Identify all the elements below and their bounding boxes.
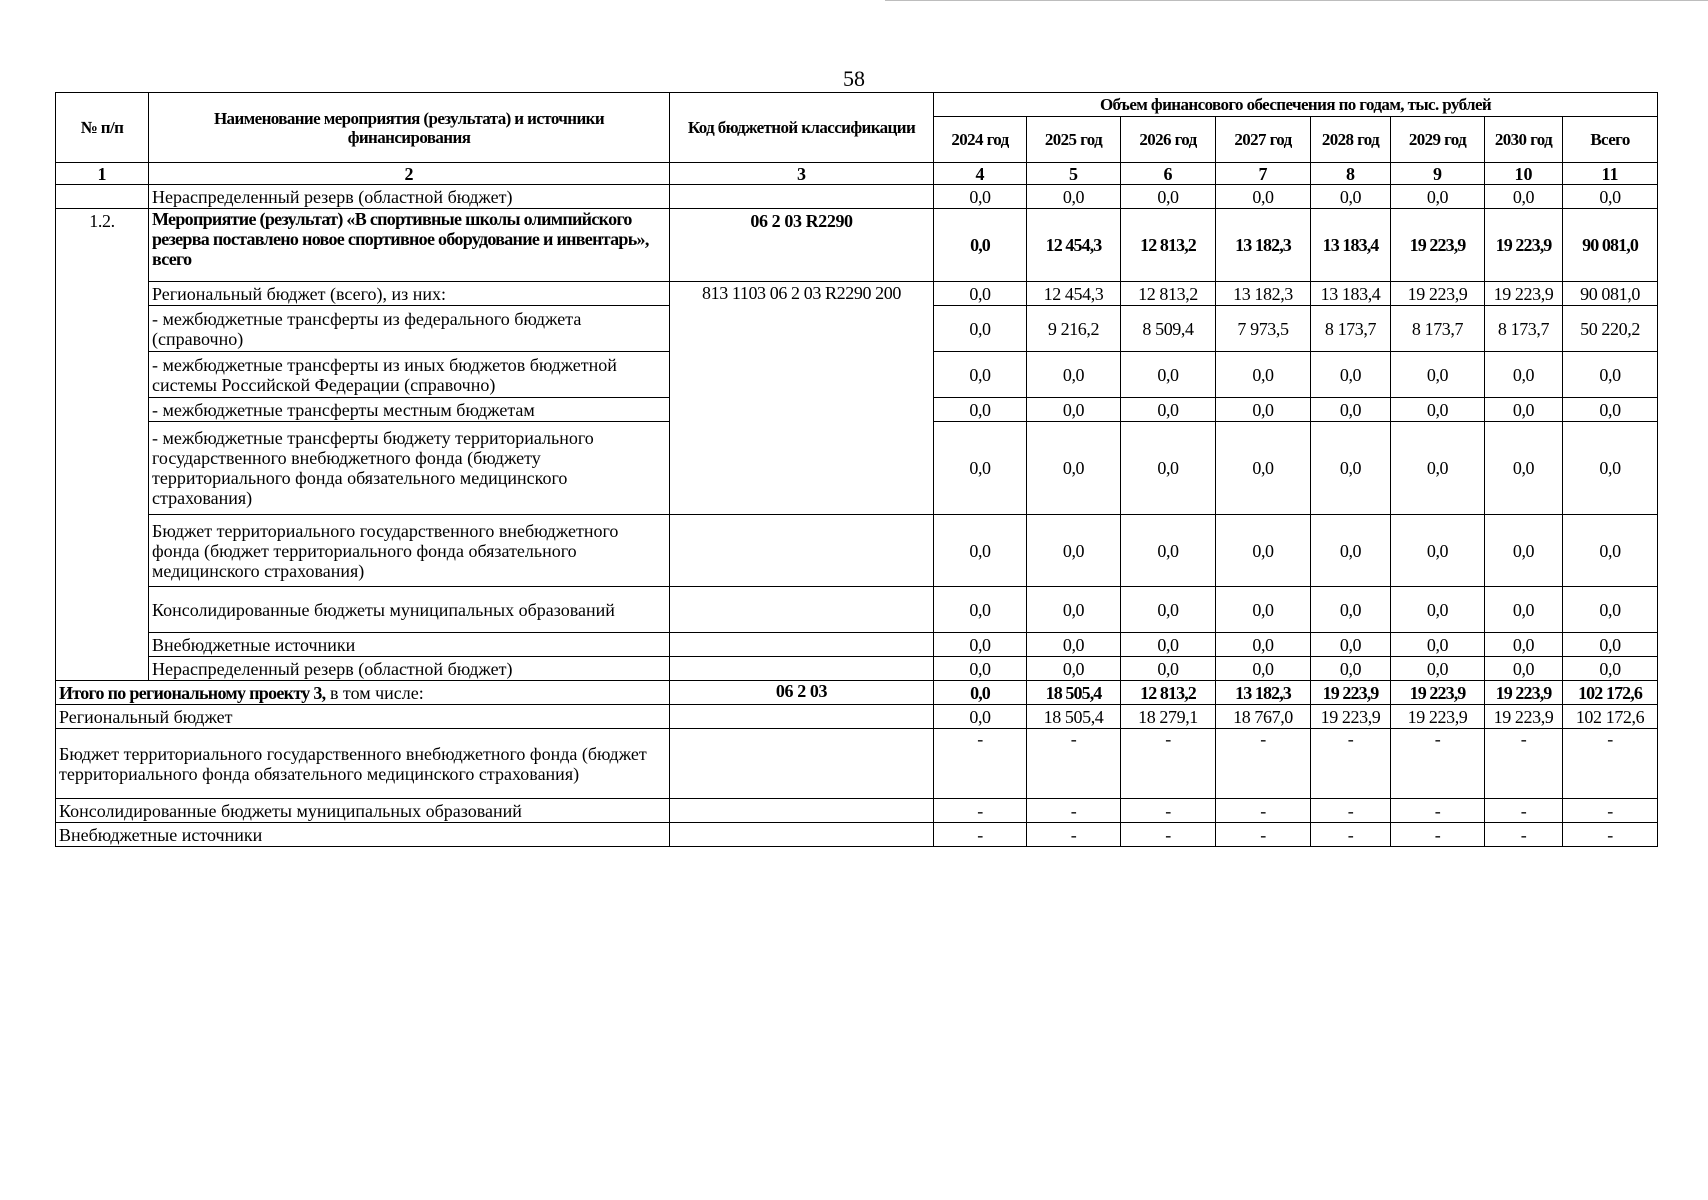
value-cell: 13 183,4: [1311, 282, 1391, 306]
value-cell: 0,0: [1311, 422, 1391, 515]
index-cell: 10: [1485, 163, 1563, 185]
value-cell: 0,0: [934, 422, 1027, 515]
value-cell: 102 172,6: [1563, 705, 1658, 729]
row-number-cell: [56, 185, 149, 209]
value-cell: 8 509,4: [1121, 306, 1216, 352]
value-cell: 18 279,1: [1121, 705, 1216, 729]
value-cell: -: [1216, 799, 1311, 823]
value-cell: 18 767,0: [1216, 705, 1311, 729]
value-cell: 0,0: [1391, 657, 1485, 681]
value-cell: 0,0: [1216, 352, 1311, 398]
value-cell: -: [1311, 799, 1391, 823]
row-name-cell: - межбюджетные трансферты бюджету территориального государственного внебюджетного фонда (бюджету территориального фонда обязательного медицинского страхования): [149, 422, 670, 515]
scan-edge-line: [885, 0, 1708, 1]
row-code-cell: [670, 799, 934, 823]
table-row: [56, 633, 1658, 657]
row-code-cell: 06 2 03: [670, 681, 934, 705]
value-cell: 0,0: [1121, 352, 1216, 398]
row-name-cell: - межбюджетные трансферты из иных бюджетов бюджетной системы Российской Федерации (справочно): [149, 352, 670, 398]
value-cell: 0,0: [934, 681, 1027, 705]
value-cell: 0,0: [1391, 352, 1485, 398]
index-cell: 11: [1563, 163, 1658, 185]
row-number-cell: 1.2.: [56, 209, 149, 681]
value-cell: -: [1563, 729, 1658, 799]
table-row: [56, 587, 1658, 633]
row-name-cell: Внебюджетные источники: [56, 823, 670, 847]
value-cell: 0,0: [934, 587, 1027, 633]
value-cell: 0,0: [1485, 185, 1563, 209]
value-cell: -: [934, 799, 1027, 823]
index-cell: 6: [1121, 163, 1216, 185]
header-row-1: [56, 93, 1658, 117]
value-cell: 19 223,9: [1485, 282, 1563, 306]
value-cell: -: [1485, 799, 1563, 823]
header-year: 2026 год: [1121, 117, 1216, 163]
row-code-cell: [670, 185, 934, 209]
value-cell: -: [1121, 823, 1216, 847]
value-cell: 12 813,2: [1121, 209, 1216, 282]
value-cell: 0,0: [934, 657, 1027, 681]
value-cell: 0,0: [1121, 587, 1216, 633]
table-row: [56, 823, 1658, 847]
row-code-cell: [670, 729, 934, 799]
value-cell: 19 223,9: [1485, 681, 1563, 705]
row-code-cell: [670, 633, 934, 657]
value-cell: 0,0: [1121, 515, 1216, 587]
value-cell: 0,0: [1027, 633, 1121, 657]
value-cell: 102 172,6: [1563, 681, 1658, 705]
value-cell: 19 223,9: [1391, 209, 1485, 282]
value-cell: 0,0: [1027, 515, 1121, 587]
table-row: [56, 515, 1658, 587]
value-cell: 0,0: [1391, 633, 1485, 657]
value-cell: 8 173,7: [1391, 306, 1485, 352]
value-cell: 0,0: [1485, 515, 1563, 587]
value-cell: 19 223,9: [1311, 705, 1391, 729]
value-cell: -: [934, 729, 1027, 799]
value-cell: 0,0: [1563, 657, 1658, 681]
row-code-cell: [670, 515, 934, 587]
value-cell: -: [1216, 823, 1311, 847]
value-cell: 0,0: [1391, 515, 1485, 587]
row-code-cell: 813 1103 06 2 03 R2290 200: [670, 282, 934, 515]
row-name-cell: - межбюджетные трансферты местным бюджетам: [149, 398, 670, 422]
header-col-name: Наименование мероприятия (результата) и источники финансирования: [149, 93, 670, 163]
value-cell: 0,0: [934, 515, 1027, 587]
value-cell: 0,0: [934, 705, 1027, 729]
value-cell: 19 223,9: [1391, 705, 1485, 729]
table-row: [56, 799, 1658, 823]
value-cell: 0,0: [1121, 633, 1216, 657]
value-cell: -: [1563, 799, 1658, 823]
value-cell: 13 183,4: [1311, 209, 1391, 282]
value-cell: 0,0: [1563, 633, 1658, 657]
value-cell: 0,0: [1311, 633, 1391, 657]
value-cell: 0,0: [1216, 657, 1311, 681]
index-cell: 8: [1311, 163, 1391, 185]
table-row: [56, 657, 1658, 681]
total-label-rest: в том числе:: [325, 682, 424, 703]
row-name-cell: Бюджет территориального государственного внебюджетного фонда (бюджет территориального фонда обязательного медицинского страхования): [149, 515, 670, 587]
value-cell: 0,0: [934, 352, 1027, 398]
value-cell: 18 505,4: [1027, 681, 1121, 705]
value-cell: -: [1391, 823, 1485, 847]
value-cell: 0,0: [1563, 515, 1658, 587]
value-cell: 0,0: [1121, 398, 1216, 422]
value-cell: 0,0: [1216, 422, 1311, 515]
value-cell: -: [1311, 729, 1391, 799]
value-cell: 0,0: [1311, 515, 1391, 587]
value-cell: 9 216,2: [1027, 306, 1121, 352]
value-cell: 0,0: [1121, 657, 1216, 681]
value-cell: -: [1121, 729, 1216, 799]
row-name-cell: [56, 681, 670, 705]
value-cell: 0,0: [1563, 398, 1658, 422]
value-cell: -: [1121, 799, 1216, 823]
value-cell: 0,0: [1121, 422, 1216, 515]
row-name-cell: Региональный бюджет (всего), из них:: [149, 282, 670, 306]
index-cell: 9: [1391, 163, 1485, 185]
value-cell: 0,0: [1485, 633, 1563, 657]
header-year: 2025 год: [1027, 117, 1121, 163]
value-cell: 0,0: [1391, 398, 1485, 422]
value-cell: -: [1216, 729, 1311, 799]
index-cell: 2: [149, 163, 670, 185]
header-col-code: Код бюджетной классификации: [670, 93, 934, 163]
value-cell: 0,0: [934, 398, 1027, 422]
header-year: 2024 год: [934, 117, 1027, 163]
value-cell: 19 223,9: [1485, 705, 1563, 729]
value-cell: 19 223,9: [1391, 681, 1485, 705]
financing-table: [55, 92, 1658, 847]
value-cell: 19 223,9: [1311, 681, 1391, 705]
value-cell: 0,0: [1391, 185, 1485, 209]
value-cell: 0,0: [934, 633, 1027, 657]
header-total: Всего: [1563, 117, 1658, 163]
value-cell: 0,0: [1563, 422, 1658, 515]
value-cell: 12 813,2: [1121, 681, 1216, 705]
value-cell: 19 223,9: [1391, 282, 1485, 306]
row-name-cell: Консолидированные бюджеты муниципальных образований: [56, 799, 670, 823]
header-year: 2027 год: [1216, 117, 1311, 163]
value-cell: 0,0: [1027, 352, 1121, 398]
value-cell: 8 173,7: [1311, 306, 1391, 352]
value-cell: -: [934, 823, 1027, 847]
value-cell: 0,0: [1485, 398, 1563, 422]
value-cell: 50 220,2: [1563, 306, 1658, 352]
value-cell: 8 173,7: [1485, 306, 1563, 352]
value-cell: -: [1311, 823, 1391, 847]
value-cell: 13 182,3: [1216, 681, 1311, 705]
row-name-cell: Консолидированные бюджеты муниципальных образований: [149, 587, 670, 633]
value-cell: -: [1027, 823, 1121, 847]
value-cell: 0,0: [1311, 587, 1391, 633]
value-cell: 0,0: [1563, 185, 1658, 209]
value-cell: 0,0: [934, 209, 1027, 282]
table-row: [56, 729, 1658, 799]
value-cell: 0,0: [1027, 185, 1121, 209]
value-cell: 0,0: [1216, 587, 1311, 633]
index-cell: 4: [934, 163, 1027, 185]
header-col-group: Объем финансового обеспечения по годам, тыс. рублей: [934, 93, 1658, 117]
row-code-cell: [670, 705, 934, 729]
value-cell: 0,0: [1216, 185, 1311, 209]
row-name-cell: Бюджет территориального государственного внебюджетного фонда (бюджет территориального фонда обязательного медицинского страхования): [56, 729, 670, 799]
index-cell: 3: [670, 163, 934, 185]
value-cell: 0,0: [1216, 398, 1311, 422]
value-cell: 0,0: [1311, 352, 1391, 398]
value-cell: -: [1391, 729, 1485, 799]
row-name-cell: - межбюджетные трансферты из федерального бюджета (справочно): [149, 306, 670, 352]
value-cell: 0,0: [1027, 422, 1121, 515]
value-cell: 0,0: [1485, 657, 1563, 681]
value-cell: 13 182,3: [1216, 209, 1311, 282]
value-cell: 90 081,0: [1563, 209, 1658, 282]
index-row: [56, 163, 1658, 185]
row-code-cell: [670, 823, 934, 847]
value-cell: 12 813,2: [1121, 282, 1216, 306]
index-cell: 7: [1216, 163, 1311, 185]
row-name-cell: Внебюджетные источники: [149, 633, 670, 657]
value-cell: 0,0: [1311, 185, 1391, 209]
row-code-cell: [670, 657, 934, 681]
value-cell: 0,0: [1027, 398, 1121, 422]
value-cell: 0,0: [1485, 422, 1563, 515]
table-row: [56, 282, 1658, 306]
value-cell: 0,0: [934, 185, 1027, 209]
row-name-cell: Мероприятие (результат) «В спортивные школы олимпийского резерва поставлено новое спортивное оборудование и инвентарь», всего: [149, 209, 670, 282]
value-cell: 0,0: [1027, 587, 1121, 633]
table-row: [56, 185, 1658, 209]
value-cell: 13 182,3: [1216, 282, 1311, 306]
value-cell: 0,0: [1216, 633, 1311, 657]
row-code-cell: [670, 587, 934, 633]
value-cell: 0,0: [1121, 185, 1216, 209]
value-cell: 0,0: [1485, 587, 1563, 633]
row-name-cell: Нераспределенный резерв (областной бюджет): [149, 657, 670, 681]
value-cell: 0,0: [934, 282, 1027, 306]
index-cell: 1: [56, 163, 149, 185]
header-year: 2029 год: [1391, 117, 1485, 163]
value-cell: 0,0: [1563, 352, 1658, 398]
total-label-bold: Итого по региональному проекту 3,: [59, 682, 326, 703]
value-cell: 0,0: [934, 306, 1027, 352]
table-row-total: [56, 681, 1658, 705]
header-year: 2028 год: [1311, 117, 1391, 163]
value-cell: -: [1563, 823, 1658, 847]
table-row: [56, 209, 1658, 282]
value-cell: 18 505,4: [1027, 705, 1121, 729]
value-cell: 0,0: [1391, 587, 1485, 633]
value-cell: 12 454,3: [1027, 209, 1121, 282]
value-cell: 19 223,9: [1485, 209, 1563, 282]
value-cell: -: [1391, 799, 1485, 823]
value-cell: 0,0: [1391, 422, 1485, 515]
value-cell: 12 454,3: [1027, 282, 1121, 306]
value-cell: 90 081,0: [1563, 282, 1658, 306]
value-cell: 0,0: [1027, 657, 1121, 681]
value-cell: 0,0: [1311, 657, 1391, 681]
header-col-no: № п/п: [56, 93, 149, 163]
row-name-cell: Нераспределенный резерв (областной бюджет): [149, 185, 670, 209]
header-year: 2030 год: [1485, 117, 1563, 163]
value-cell: 0,0: [1485, 352, 1563, 398]
table-row: [56, 705, 1658, 729]
page-number: 58: [843, 66, 865, 91]
value-cell: -: [1027, 799, 1121, 823]
value-cell: -: [1027, 729, 1121, 799]
value-cell: -: [1485, 823, 1563, 847]
value-cell: 0,0: [1311, 398, 1391, 422]
value-cell: 0,0: [1563, 587, 1658, 633]
index-cell: 5: [1027, 163, 1121, 185]
value-cell: 7 973,5: [1216, 306, 1311, 352]
value-cell: 0,0: [1216, 515, 1311, 587]
row-code-cell: 06 2 03 R2290: [670, 209, 934, 282]
value-cell: -: [1485, 729, 1563, 799]
row-name-cell: Региональный бюджет: [56, 705, 670, 729]
